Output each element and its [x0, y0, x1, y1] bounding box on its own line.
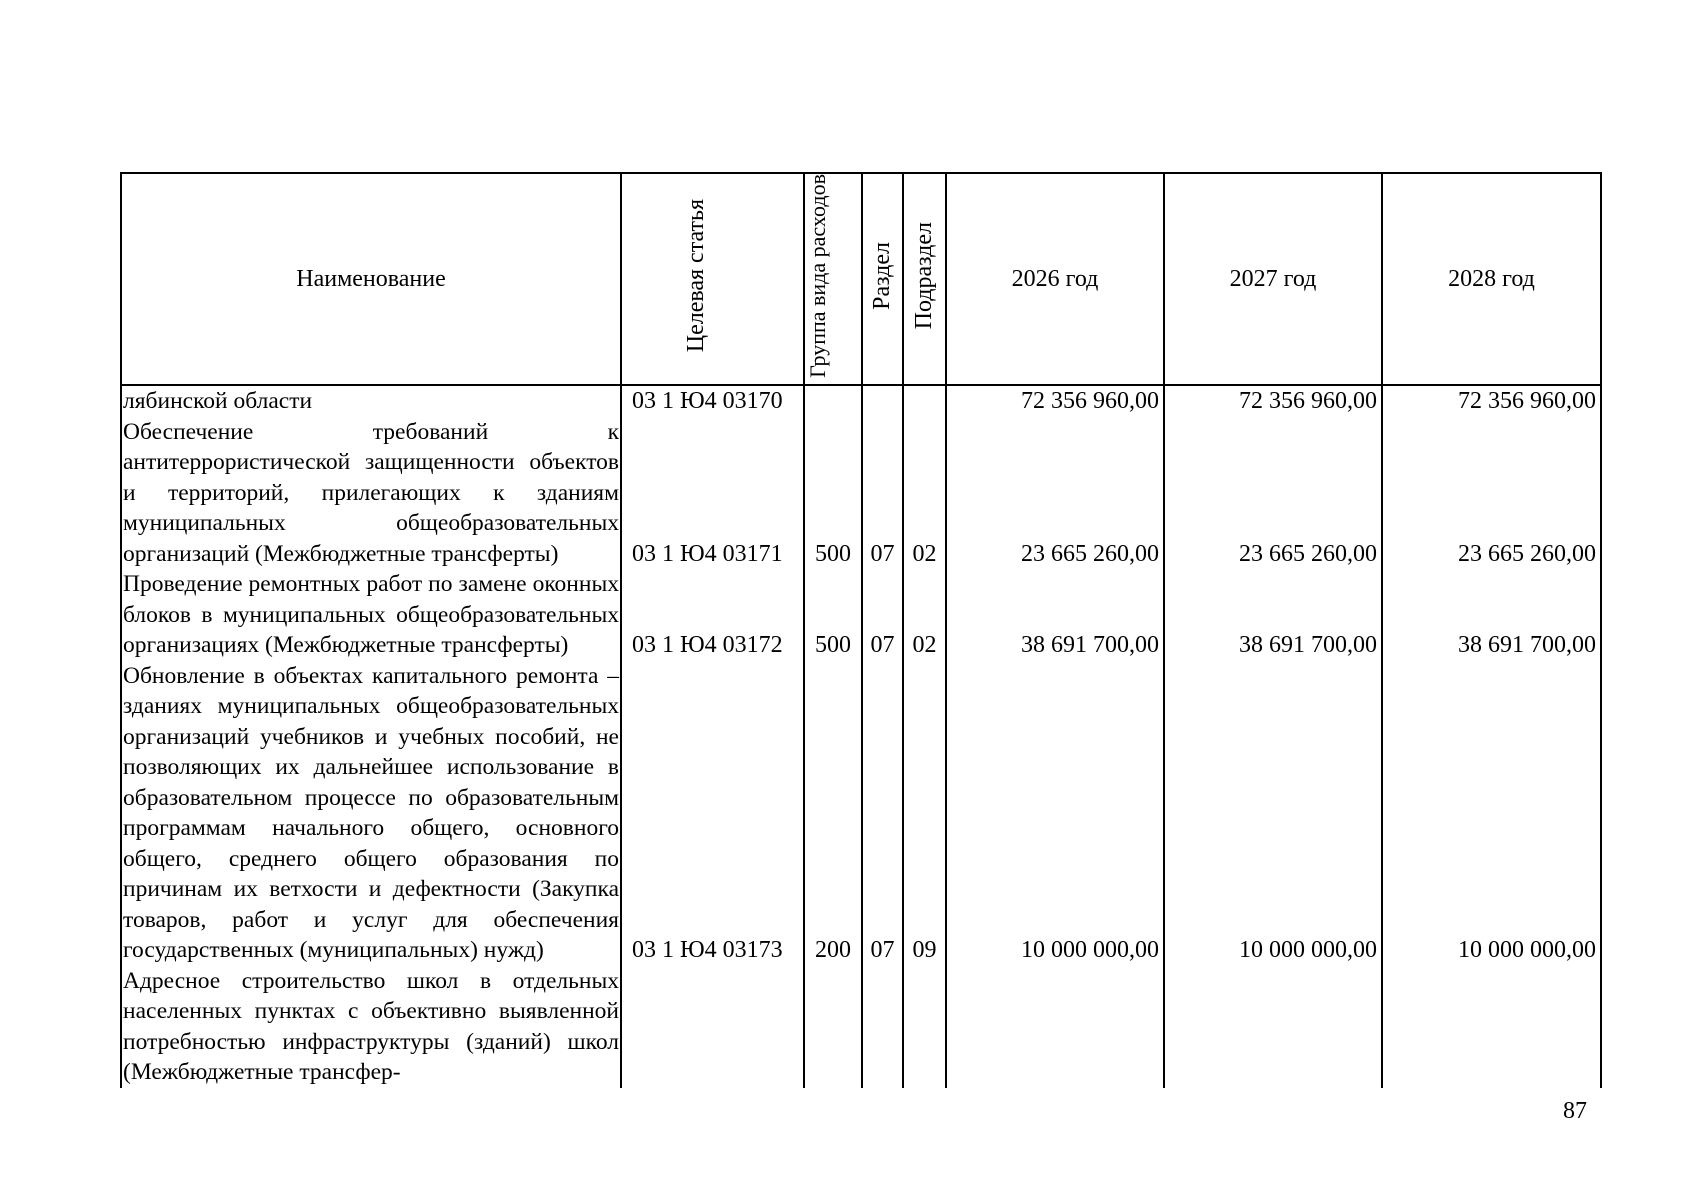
header-section-label: Раздел — [869, 241, 896, 310]
row-2026: 38 691 700,00 — [946, 569, 1164, 661]
row-code: 03 1 Ю4 03173 — [621, 661, 804, 966]
table-row — [121, 569, 1601, 661]
row-name: Обеспечение требований к антитеррористической защищенности объектов и территорий, прилегающих к зданиям муниципальных общеобразовательных организаций (Межбюджетные трансферты) — [121, 417, 621, 570]
row-group — [804, 966, 862, 1088]
row-section: 07 — [862, 569, 903, 661]
row-group — [804, 385, 862, 417]
row-code — [621, 966, 804, 1088]
row-subsection — [903, 385, 946, 417]
row-code: 03 1 Ю4 03172 — [621, 569, 804, 661]
header-subsection — [903, 173, 946, 385]
header-expense-group-label: Группа вида расходов — [805, 174, 830, 378]
row-name: Адресное строительство школ в отдельных населенных пунктах с объективно выявленной потребностью инфраструктуры (зданий) школ (Межбюджетные трансфер- — [121, 966, 621, 1088]
header-name: Наименование — [121, 173, 621, 385]
row-2028: 23 665 260,00 — [1382, 417, 1601, 570]
row-section — [862, 966, 903, 1088]
row-code: 03 1 Ю4 03170 — [621, 385, 804, 417]
row-2027: 38 691 700,00 — [1164, 569, 1382, 661]
table-row — [121, 661, 1601, 966]
row-2026 — [946, 966, 1164, 1088]
row-section: 07 — [862, 661, 903, 966]
table-row — [121, 966, 1601, 1088]
table-header — [121, 173, 1601, 385]
row-subsection — [903, 966, 946, 1088]
row-2026: 23 665 260,00 — [946, 417, 1164, 570]
row-2028: 38 691 700,00 — [1382, 569, 1601, 661]
header-row — [121, 173, 1601, 385]
row-2027: 23 665 260,00 — [1164, 417, 1382, 570]
row-2028: 10 000 000,00 — [1382, 661, 1601, 966]
table-row — [121, 385, 1601, 417]
row-section — [862, 385, 903, 417]
row-section: 07 — [862, 417, 903, 570]
header-2026: 2026 год — [946, 173, 1164, 385]
row-subsection: 09 — [903, 661, 946, 966]
row-2027 — [1164, 966, 1382, 1088]
row-name: Проведение ремонтных работ по замене оконных блоков в муниципальных общеобразовательных организациях (Межбюджетные трансферты) — [121, 569, 621, 661]
row-group: 200 — [804, 661, 862, 966]
row-group: 500 — [804, 569, 862, 661]
row-2027: 10 000 000,00 — [1164, 661, 1382, 966]
row-name: Обновление в объектах капитального ремонта – зданиях муниципальных общеобразовательных организаций учебников и учебных пособий, не позволяющих их дальнейшее использование в образовательном процессе по образовательным программам начального общего, основного общего, среднего общего образования по причинам их ветхости и дефектности (Закупка товаров, работ и услуг для обеспечения государственных (муниципальных) нужд) — [121, 661, 621, 966]
row-name: лябинской области — [121, 385, 621, 417]
row-subsection: 02 — [903, 569, 946, 661]
row-2026: 10 000 000,00 — [946, 661, 1164, 966]
row-2028 — [1382, 966, 1601, 1088]
table-row — [121, 417, 1601, 570]
table-body — [121, 385, 1601, 1088]
header-expense-group — [804, 173, 862, 385]
row-group: 500 — [804, 417, 862, 570]
row-2028: 72 356 960,00 — [1382, 385, 1601, 417]
row-2026: 72 356 960,00 — [946, 385, 1164, 417]
header-2028: 2028 год — [1382, 173, 1601, 385]
page-number: 87 — [1563, 1098, 1587, 1124]
budget-table — [120, 172, 1602, 1088]
header-subsection-label: Подраздел — [911, 222, 938, 330]
header-section — [862, 173, 903, 385]
row-code: 03 1 Ю4 03171 — [621, 417, 804, 570]
row-2027: 72 356 960,00 — [1164, 385, 1382, 417]
header-target-article — [621, 173, 804, 385]
header-2027: 2027 год — [1164, 173, 1382, 385]
row-subsection: 02 — [903, 417, 946, 570]
header-target-article-label: Целевая статья — [682, 199, 709, 353]
